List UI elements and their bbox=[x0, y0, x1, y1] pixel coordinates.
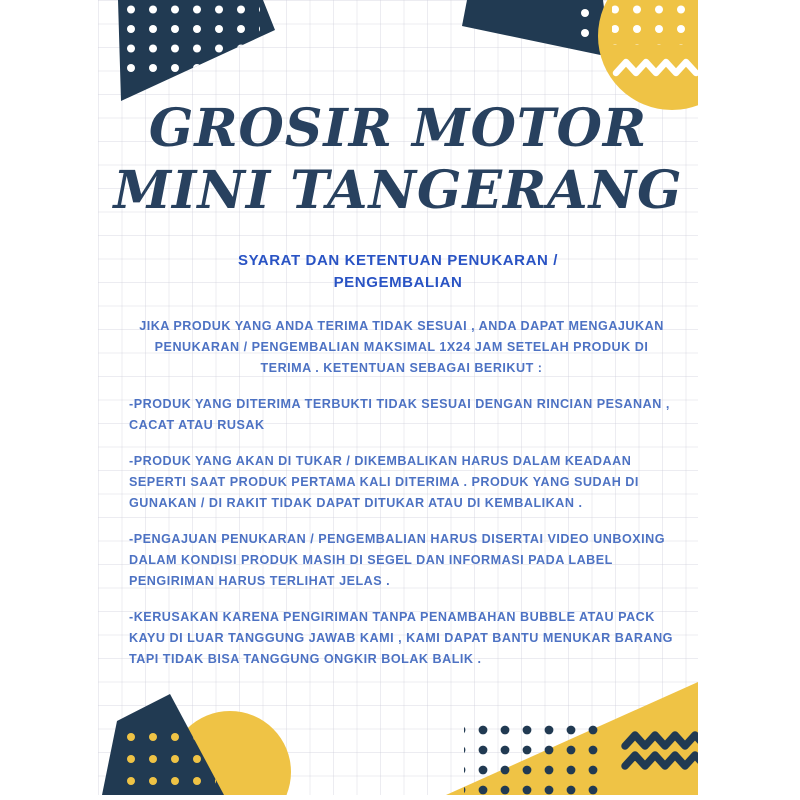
poster-canvas bbox=[98, 0, 698, 795]
terms-heading-line1: SYARAT DAN KETENTUAN PENUKARAN / bbox=[237, 252, 559, 269]
terms-heading bbox=[148, 250, 648, 294]
store-title-line1: GROSIR MOTOR bbox=[148, 98, 648, 159]
terms-rule-2: -PRODUK YANG AKAN DI TUKAR / DIKEMBALIKAN HARUS DALAM KEADAAN SEPERTI SAAT PRODUK PERTAMA KALI DITERIMA . PRODUK YANG SUDAH DI GUNAKAN / DI RAKIT TIDAK DAPAT DITUKAR ATAU DI KEMBALIKAN . bbox=[129, 454, 639, 510]
terms-rule-3: -PENGAJUAN PENUKARAN / PENGEMBALIAN HARUS DISERTAI VIDEO UNBOXING DALAM KONDISI PRODUK MASIH DI SEGEL DAN INFORMASI PADA LABEL PENGIRIMAN HARUS TERLIHAT JELAS . bbox=[129, 532, 666, 588]
terms-rule-1: -PRODUK YANG DITERIMA TERBUKTI TIDAK SESUAI DENGAN RINCIAN PESANAN , CACAT ATAU RUSAK bbox=[129, 397, 670, 432]
store-title-line2: MINI TANGERANG bbox=[113, 160, 683, 221]
terms-heading-line2: PENGEMBALIAN bbox=[333, 274, 463, 291]
terms-rule-4: -KERUSAKAN KARENA PENGIRIMAN TANPA PENAMBAHAN BUBBLE ATAU PACK KAYU DI LUAR TANGGUNG JAWAB KAMI , KAMI DAPAT BANTU MENUKAR BARANG TAPI TIDAK BISA TANGGUNG ONGKIR BOLAK BALIK . bbox=[129, 610, 673, 666]
store-title bbox=[98, 98, 698, 222]
terms-body bbox=[129, 316, 674, 685]
poster-content bbox=[98, 0, 698, 795]
terms-intro: JIKA PRODUK YANG ANDA TERIMA TIDAK SESUAI , ANDA DAPAT MENGAJUKAN PENUKARAN / PENGEMBALIAN MAKSIMAL 1X24 JAM SETELAH PRODUK DI TERIMA . KETENTUAN SEBAGAI BERIKUT : bbox=[139, 319, 664, 375]
